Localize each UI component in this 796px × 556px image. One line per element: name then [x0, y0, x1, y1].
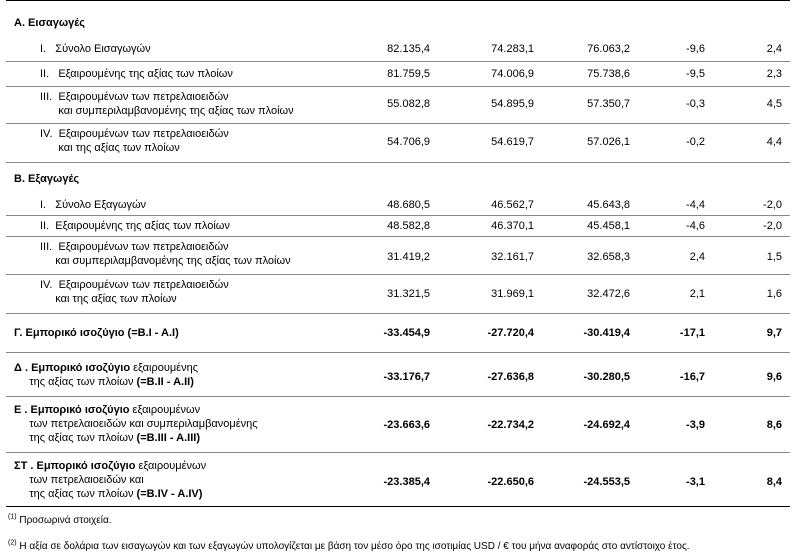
cell: 54.619,7: [491, 136, 534, 148]
cell: 76.063,2: [587, 43, 630, 55]
cell: 31.321,5: [387, 288, 430, 300]
cell: 57.350,7: [587, 98, 630, 110]
row-divider: [6, 215, 790, 216]
cell: -24.692,4: [583, 419, 630, 431]
row-label: Γ. Εμπορικό ισοζύγιο (=B.I - A.I): [14, 327, 179, 339]
cell: -22.650,6: [487, 476, 534, 488]
row-label: III. Εξαιρουμένων των πετρελαιοειδών και συμπεριλαμβανομένης της αξίας των πλοίων: [40, 91, 294, 117]
row-label: III. Εξαιρουμένων των πετρελαιοειδών και συμπεριλαμβανομένης της αξίας των πλοίων: [40, 241, 291, 267]
cell: -2,0: [763, 199, 782, 211]
cell: 48.582,8: [387, 220, 430, 232]
cell: 32.161,7: [491, 251, 534, 263]
row-label: Ε . Εμπορικό ισοζύγιο εξαιρουμένων των πετρελαιοειδών και συμπεριλαμβανομένης της αξίας των πλοίων (=B.III - A.III): [14, 404, 258, 444]
cell: -30.280,5: [583, 371, 630, 383]
cell: -9,6: [686, 43, 705, 55]
cell: -22.734,2: [487, 419, 534, 431]
cell: -3,9: [686, 419, 705, 431]
cell: 2,4: [689, 251, 705, 263]
cell: 57.026,1: [587, 136, 630, 148]
cell: 45.458,1: [587, 220, 630, 232]
row-label: I. Σύνολο Εξαγωγών: [40, 199, 147, 211]
cell: 54.706,9: [387, 136, 430, 148]
exports-heading: Β. Εξαγωγές: [14, 173, 80, 185]
cell: 2,3: [766, 68, 782, 80]
imports-heading: Α. Εισαγωγές: [14, 17, 85, 29]
cell: -2,0: [763, 220, 782, 232]
cell: 4,4: [766, 136, 782, 148]
row-divider: [6, 452, 790, 453]
cell: 1,6: [766, 288, 782, 300]
cell: -3,1: [686, 476, 705, 488]
cell: -30.419,4: [583, 327, 630, 339]
row-divider: [6, 236, 790, 237]
cell: -4,6: [686, 220, 705, 232]
cell: 2,4: [766, 43, 782, 55]
cell: 1,5: [766, 251, 782, 263]
row-divider: [6, 123, 790, 124]
cell: -23.385,4: [383, 476, 430, 488]
top-rule: [6, 0, 790, 1]
row-label: II. Εξαιρουμένης της αξίας των πλοίων: [40, 220, 230, 232]
cell: 55.082,8: [387, 98, 430, 110]
cell: -9,5: [686, 68, 705, 80]
row-divider: [6, 352, 790, 353]
cell: 82.135,4: [387, 43, 430, 55]
cell: 46.562,7: [491, 199, 534, 211]
cell: -17,1: [679, 327, 705, 339]
row-label: I. Σύνολο Εισαγωγών: [40, 43, 151, 55]
row-label: ΣΤ . Εμπορικό ισοζύγιο εξαιρουμένων των πετρελαιοειδών και της αξίας των πλοίων (=B.IV - A.IV): [14, 460, 207, 500]
cell: 32.472,6: [587, 288, 630, 300]
row-label: IV. Εξαιρουμένων των πετρελαιοειδών και της αξίας των πλοίων: [40, 128, 229, 154]
footnote-1: $^{(1)}$ Προσωρινά στοιχεία.: [8, 513, 112, 526]
row-divider: [6, 61, 790, 62]
row-divider: [6, 313, 790, 314]
cell: 8,6: [766, 419, 782, 431]
cell: 2,1: [689, 288, 705, 300]
cell: -23.663,6: [383, 419, 430, 431]
cell: 32.658,3: [587, 251, 630, 263]
row-divider: [6, 86, 790, 87]
footnote-2: $^{(2)}$ Η αξία σε δολάρια των εισαγωγών και των εξαγωγών υπολογίζεται με βάση τον μέσο όρο της ισοτιμίας USD / € του μήνα αναφοράς στο αντίστοιχο έτος.: [8, 539, 690, 552]
row-divider: [6, 162, 790, 163]
cell: 74.006,9: [491, 68, 534, 80]
row-label: II. Εξαιρουμένης της αξίας των πλοίων: [40, 68, 233, 80]
cell: -0,2: [686, 136, 705, 148]
cell: 8,4: [766, 476, 782, 488]
cell: 4,5: [766, 98, 782, 110]
cell: 81.759,5: [387, 68, 430, 80]
row-divider: [6, 396, 790, 397]
cell: 54.895,9: [491, 98, 534, 110]
cell: 31.969,1: [491, 288, 534, 300]
row-divider: [6, 274, 790, 275]
row-label: IV. Εξαιρουμένων των πετρελαιοειδών και της αξίας των πλοίων: [40, 279, 229, 305]
row-label: Δ . Εμπορικό ισοζύγιο εξαιρουμένης της αξίας των πλοίων (=B.II - A.II): [14, 362, 198, 388]
cell: -16,7: [679, 371, 705, 383]
cell: -27.636,8: [487, 371, 534, 383]
cell: -27.720,4: [487, 327, 534, 339]
cell: 46.370,1: [491, 220, 534, 232]
cell: -4,4: [686, 199, 705, 211]
cell: 9,7: [766, 327, 782, 339]
bottom-rule: [6, 506, 790, 507]
cell: 9,6: [766, 371, 782, 383]
cell: -33.454,9: [383, 327, 430, 339]
cell: 45.643,8: [587, 199, 630, 211]
cell: 31.419,2: [387, 251, 430, 263]
cell: -33.176,7: [383, 371, 430, 383]
cell: 48.680,5: [387, 199, 430, 211]
cell: -24.553,5: [583, 476, 630, 488]
cell: 74.283,1: [491, 43, 534, 55]
cell: -0,3: [686, 98, 705, 110]
cell: 75.738,6: [587, 68, 630, 80]
